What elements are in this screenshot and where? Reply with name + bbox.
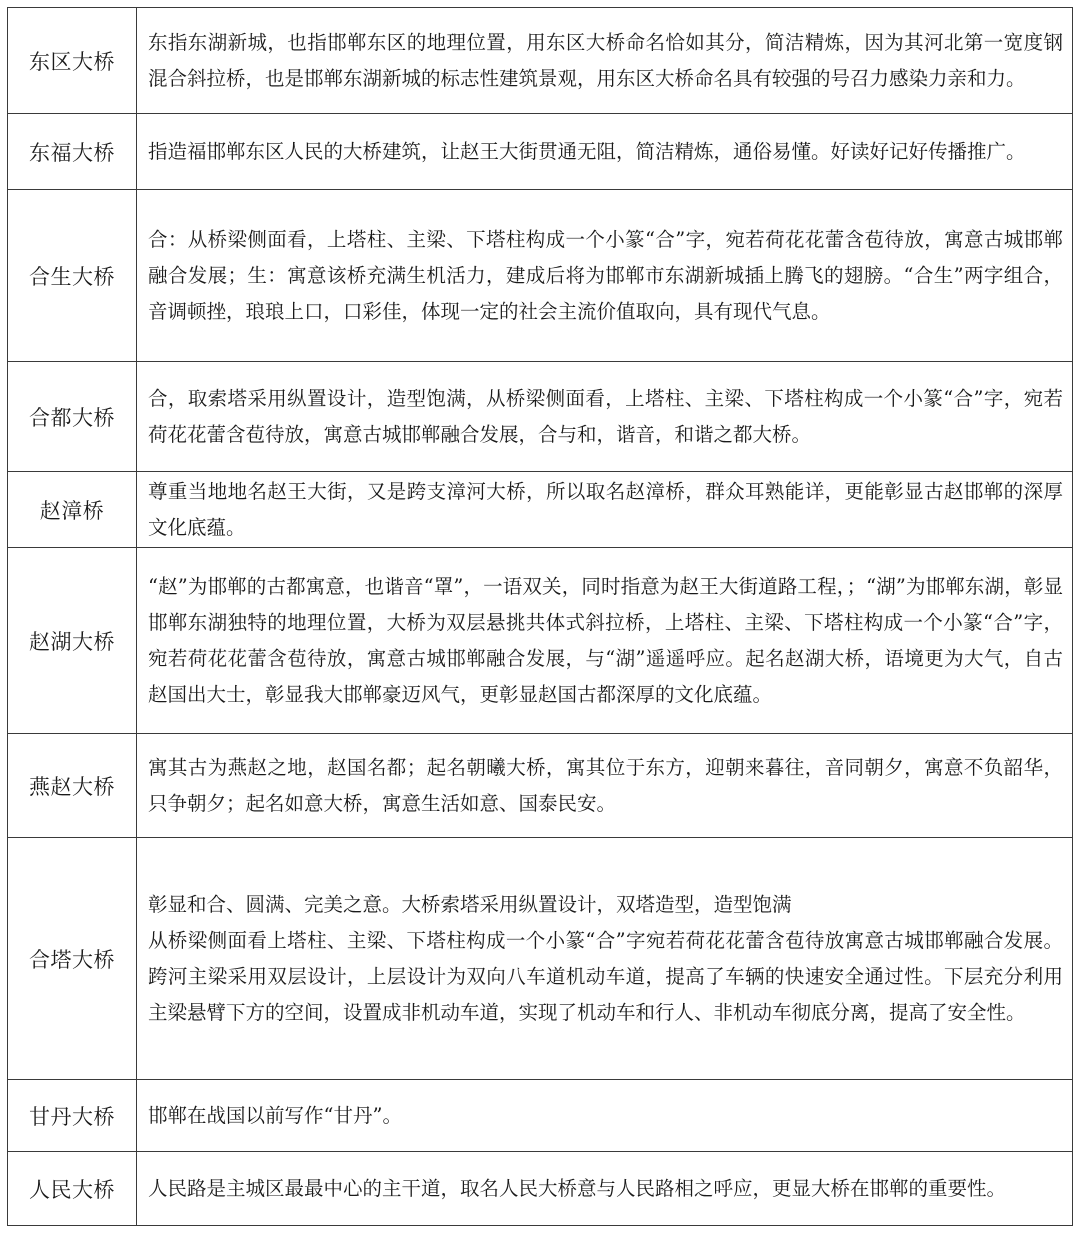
description-paragraph: 尊重当地地名赵王大街，又是跨支漳河大桥，所以取名赵漳桥，群众耳熟能详，更能彰显古赵邯郸的深厚文化底蕴。 [148,479,1063,539]
description-paragraph: 邯郸在战国以前写作“甘丹”。 [148,1103,402,1127]
description-paragraph: 彰显和合、圆满、完美之意。大桥索塔采用纵置设计，双塔造型，造型饱满 [148,892,792,916]
description-paragraph: 人民路是主城区最最中心的主干道，取名人民大桥意与人民路相之呼应，更显大桥在邯郸的重要性。 [148,1176,1007,1200]
bridge-name: 合塔大桥 [8,838,137,1080]
bridge-description [137,472,1073,548]
description-paragraph: 合：从桥梁侧面看，上塔柱、主梁、下塔柱构成一个小篆“合”字，宛若荷花花蕾含苞待放，寓意古城邯郸融合发展；生：寓意该桥充满生机活力，建成后将为邯郸市东湖新城插上腾飞的翅膀。“合生”两字组合，音调顿挫，琅琅上口，口彩佳，体现一定的社会主流价值取向，具有现代气息。 [148,227,1063,323]
bridge-name: 燕赵大桥 [8,734,137,838]
bridge-name: 人民大桥 [8,1152,137,1226]
table-row [8,472,1073,548]
description-paragraph: 东指东湖新城，也指邯郸东区的地理位置，用东区大桥命名恰如其分，简洁精炼，因为其河北第一宽度钢混合斜拉桥，也是邯郸东湖新城的标志性建筑景观，用东区大桥命名具有较强的号召力感染力亲和力。 [148,30,1063,90]
table-row [8,362,1073,472]
description-paragraph: 从桥梁侧面看上塔柱、主梁、下塔柱构成一个小篆“合”字宛若荷花花蕾含苞待放寓意古城邯郸融合发展。跨河主梁采用双层设计，上层设计为双向八车道机动车道，提高了车辆的快速安全通过性。下层充分利用主梁悬臂下方的空间，设置成非机动车道，实现了机动车和行人、非机动车彻底分离，提高了安全性。 [148,928,1063,1024]
table-row [8,548,1073,734]
bridge-description [137,1080,1073,1152]
bridge-name: 东福大桥 [8,114,137,190]
bridge-name-table [7,7,1073,1226]
table-row [8,114,1073,190]
description-paragraph: “赵”为邯郸的古都寓意，也谐音“罩”，一语双关，同时指意为赵王大街道路工程，；“湖”为邯郸东湖，彰显邯郸东湖独特的地理位置，大桥为双层悬挑共体式斜拉桥，上塔柱、主梁、下塔柱构成一个小篆“合”字，宛若荷花花蕾含苞待放，寓意古城邯郸融合发展，与“湖”遥遥呼应。起名赵湖大桥，语境更为大气，自古赵国出大士，彰显我大邯郸豪迈风气，更彰显赵国古都深厚的文化底蕴。 [148,574,1063,706]
description-paragraph: 指造福邯郸东区人民的大桥建筑，让赵王大街贯通无阻，简洁精炼，通俗易懂。好读好记好传播推广。 [148,139,1026,163]
bridge-name: 甘丹大桥 [8,1080,137,1152]
table-row [8,734,1073,838]
bridge-description [137,8,1073,114]
bridge-description [137,734,1073,838]
bridge-description [137,1152,1073,1226]
bridge-name: 东区大桥 [8,8,137,114]
bridge-name: 赵湖大桥 [8,548,137,734]
table-row [8,1080,1073,1152]
bridge-name: 合生大桥 [8,190,137,362]
bridge-description [137,548,1073,734]
description-paragraph: 寓其古为燕赵之地，赵国名都；起名朝曦大桥，寓其位于东方，迎朝来暮往，音同朝夕，寓意不负韶华，只争朝夕；起名如意大桥，寓意生活如意、国泰民安。 [148,755,1063,815]
bridge-description [137,838,1073,1080]
bridge-description [137,362,1073,472]
table-row [8,1152,1073,1226]
table-row [8,190,1073,362]
bridge-name: 赵漳桥 [8,472,137,548]
description-paragraph: 合，取索塔采用纵置设计，造型饱满，从桥梁侧面看，上塔柱、主梁、下塔柱构成一个小篆“合”字，宛若荷花花蕾含苞待放，寓意古城邯郸融合发展，合与和，谐音，和谐之都大桥。 [148,386,1063,446]
table-row [8,838,1073,1080]
bridge-name: 合都大桥 [8,362,137,472]
table-row [8,8,1073,114]
bridge-description [137,114,1073,190]
bridge-description [137,190,1073,362]
bridge-name-table-body [8,8,1073,1226]
